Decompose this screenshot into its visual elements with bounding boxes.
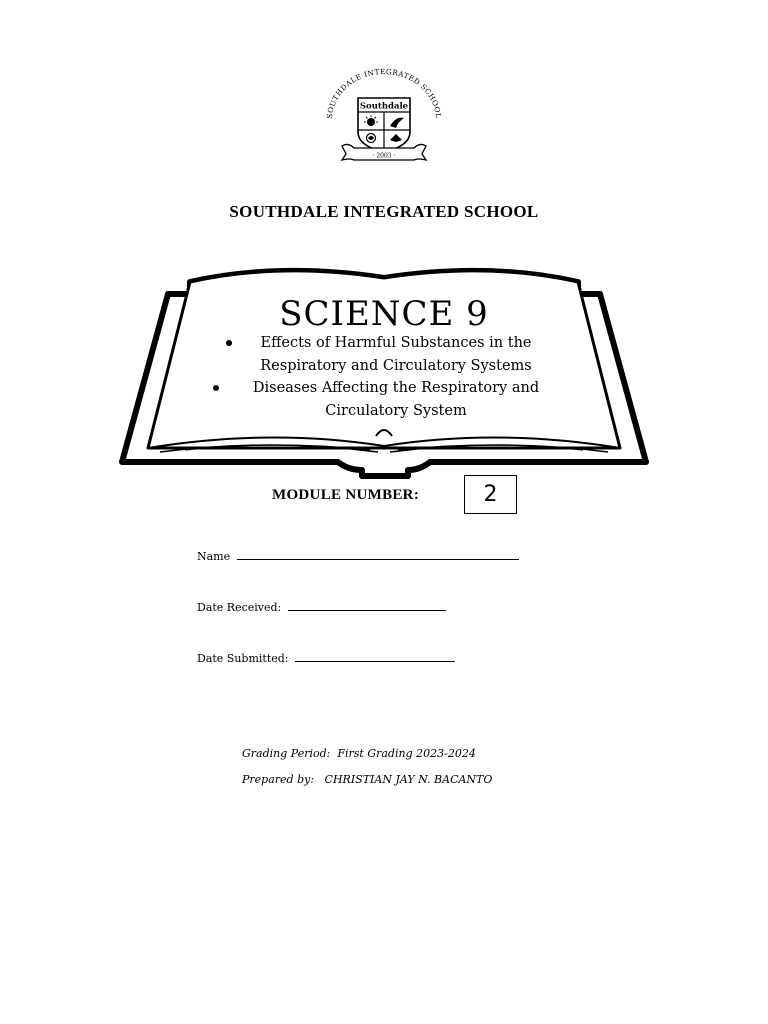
date-submitted-label: Date Submitted: <box>197 652 289 665</box>
date-received-underline[interactable] <box>288 600 446 611</box>
school-seal-icon <box>318 68 450 168</box>
grading-period-value: First Grading 2023-2024 <box>337 747 476 760</box>
prepared-by-label: Prepared by: <box>242 773 315 786</box>
date-submitted-field[interactable] <box>197 651 455 665</box>
topic-line: Effects of Harmful Substances in the <box>260 335 532 351</box>
name-field[interactable] <box>197 549 519 563</box>
name-label: Name <box>197 550 231 563</box>
topic-line: Circulatory System <box>325 402 467 419</box>
prepared-by-value: CHRISTIAN JAY N. BACANTO <box>324 773 493 786</box>
grading-period-label: Grading Period: <box>242 747 331 760</box>
school-name: SOUTHDALE INTEGRATED SCHOOL <box>229 202 539 221</box>
module-number-label: MODULE NUMBER: <box>272 487 420 503</box>
logo-year: 2003 <box>376 152 392 160</box>
date-received-label: Date Received: <box>197 601 282 614</box>
bullet-icon <box>213 385 219 391</box>
prepared-by <box>242 773 492 786</box>
name-underline[interactable] <box>237 549 519 560</box>
logo-shield-text: Southdale <box>359 101 409 112</box>
date-received-field[interactable] <box>197 600 446 614</box>
topic-list <box>200 332 580 422</box>
grading-period <box>242 747 476 760</box>
topic-line: Diseases Affecting the Respiratory and <box>252 380 540 396</box>
date-submitted-underline[interactable] <box>295 651 455 662</box>
topic-item <box>200 377 580 422</box>
topic-line: Respiratory and Circulatory Systems <box>260 357 532 374</box>
topic-item <box>200 332 580 377</box>
svg-text:· 2003 ·: · 2003 · <box>372 152 396 160</box>
subject-title: SCIENCE 9 <box>279 294 489 334</box>
logo-ring-text: SOUTHDALE INTEGRATED SCHOOL <box>324 68 444 120</box>
module-number-box: 2 <box>464 475 517 514</box>
bullet-icon <box>226 340 232 346</box>
